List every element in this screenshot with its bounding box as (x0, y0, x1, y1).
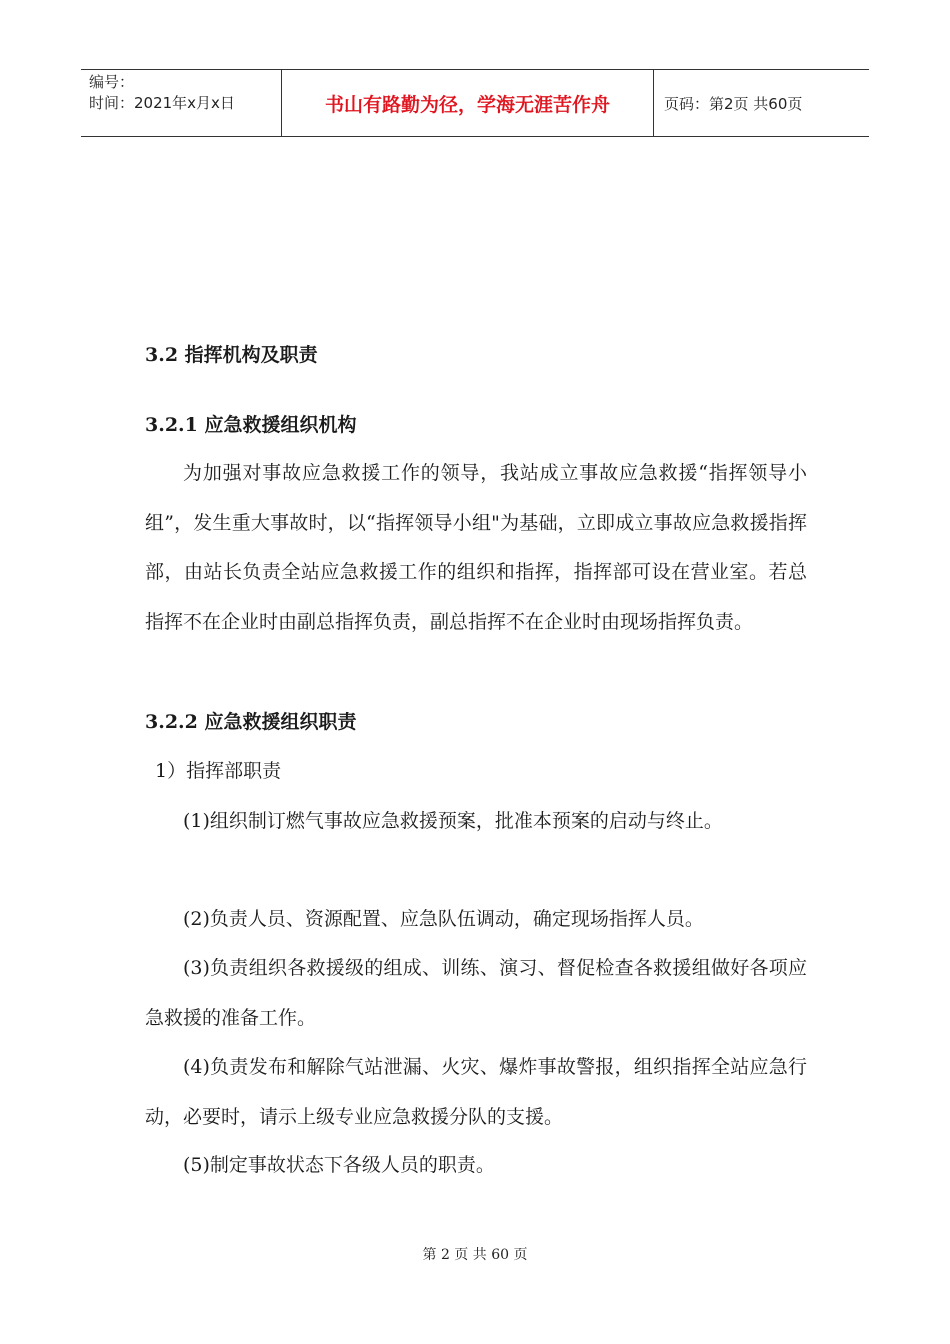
duty-item-3: (3)负责组织各救援级的组成、训练、演习、督促检查各救援组做好各项应急救援的准备工作。 (145, 957, 807, 1029)
paragraph-organization: 为加强对事故应急救援工作的领导，我站成立事故应急救援“指挥领导小组”，发生重大事故时，以“指挥领导小组"为基础，立即成立事故应急救援指挥部，由站长负责全站应急救援工作的组织和指挥，指挥部可设在营业室。若总指挥不在企业时由副总指挥负责，副总指挥不在企业时由现场指挥负责。 (145, 462, 807, 633)
duty-item-2: (2)负责人员、资源配置、应急队伍调动，确定现场指挥人员。 (183, 908, 704, 930)
subsection-heading-322: 3.2.2 应急救援组织职责 (145, 711, 357, 733)
section-heading: 3.2 指挥机构及职责 (145, 344, 318, 366)
duty-item-5: (5)制定事故状态下各级人员的职责。 (183, 1154, 495, 1176)
duty-item-1: (1)组织制订燃气事故应急救援预案，批准本预案的启动与终止。 (183, 810, 723, 832)
doc-time-label: 时间：2021年x月x日 (89, 94, 235, 112)
doc-number-label: 编号： (89, 73, 135, 91)
subsection-heading-321: 3.2.1 应急救援组织机构 (145, 414, 357, 436)
page-footer: 第 2 页 共 60 页 (422, 1247, 528, 1263)
header-page-info: 页码：第2页 共60页 (664, 94, 803, 113)
item-title-command: 1）指挥部职责 (155, 760, 282, 782)
page-header (81, 69, 869, 137)
header-motto: 书山有路勤为径，学海无涯苦作舟 (282, 70, 654, 136)
duty-item-4: (4)负责发布和解除气站泄漏、火灾、爆炸事故警报，组织指挥全站应急行动，必要时，请示上级专业应急救援分队的支援。 (145, 1056, 807, 1128)
header-meta (81, 70, 282, 136)
